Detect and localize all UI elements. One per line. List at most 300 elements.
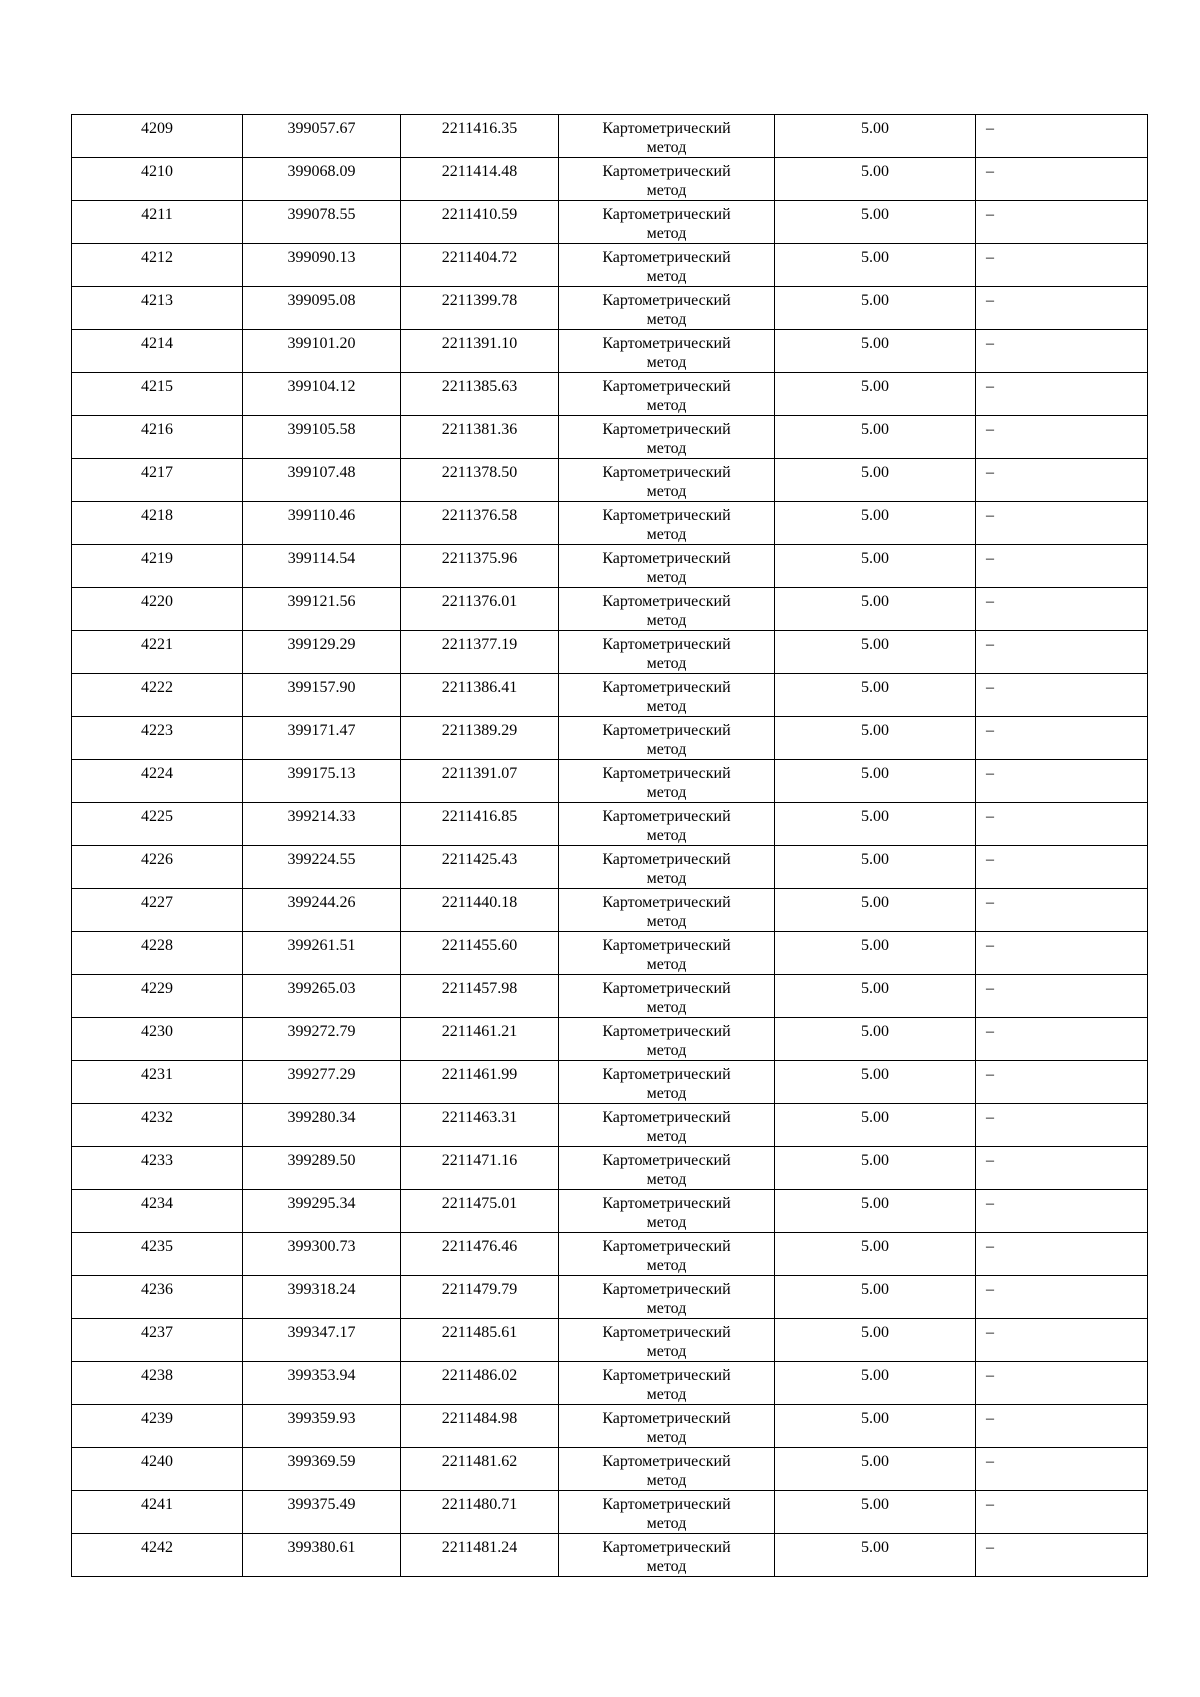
method-cell — [559, 1362, 775, 1405]
method-cell — [559, 373, 775, 416]
accuracy-cell: 5.00 — [775, 760, 976, 803]
x-coordinate-cell: 399353.94 — [243, 1362, 401, 1405]
method-line-2: метод — [646, 1214, 687, 1231]
y-coordinate-cell: 2211391.07 — [401, 760, 559, 803]
note-cell: – — [976, 1061, 1148, 1104]
point-number-cell: 4239 — [72, 1405, 243, 1448]
method-line-1: Картометрический — [602, 550, 731, 567]
method-line-2: метод — [646, 956, 687, 973]
table-row — [72, 803, 1148, 846]
accuracy-cell: 5.00 — [775, 115, 976, 158]
accuracy-cell: 5.00 — [775, 975, 976, 1018]
point-number-cell: 4214 — [72, 330, 243, 373]
x-coordinate-cell: 399265.03 — [243, 975, 401, 1018]
table-row — [72, 1534, 1148, 1577]
note-cell: – — [976, 717, 1148, 760]
method-cell — [559, 674, 775, 717]
note-cell: – — [976, 201, 1148, 244]
method-line-2: метод — [646, 1472, 687, 1489]
method-line-1: Картометрический — [602, 292, 731, 309]
x-coordinate-cell: 399171.47 — [243, 717, 401, 760]
table-row — [72, 201, 1148, 244]
method-line-2: метод — [646, 999, 687, 1016]
y-coordinate-cell: 2211389.29 — [401, 717, 559, 760]
method-line-2: метод — [646, 913, 687, 930]
note-cell: – — [976, 674, 1148, 717]
method-line-2: метод — [646, 268, 687, 285]
y-coordinate-cell: 2211485.61 — [401, 1319, 559, 1362]
table-row — [72, 330, 1148, 373]
x-coordinate-cell: 399090.13 — [243, 244, 401, 287]
y-coordinate-cell: 2211414.48 — [401, 158, 559, 201]
method-line-2: метод — [646, 311, 687, 328]
accuracy-cell: 5.00 — [775, 244, 976, 287]
accuracy-cell: 5.00 — [775, 1405, 976, 1448]
note-cell: – — [976, 1448, 1148, 1491]
y-coordinate-cell: 2211381.36 — [401, 416, 559, 459]
method-line-1: Картометрический — [602, 378, 731, 395]
x-coordinate-cell: 399157.90 — [243, 674, 401, 717]
point-number-cell: 4218 — [72, 502, 243, 545]
method-cell — [559, 201, 775, 244]
accuracy-cell: 5.00 — [775, 674, 976, 717]
y-coordinate-cell: 2211386.41 — [401, 674, 559, 717]
point-number-cell: 4240 — [72, 1448, 243, 1491]
point-number-cell: 4220 — [72, 588, 243, 631]
table-row — [72, 932, 1148, 975]
table-row — [72, 1061, 1148, 1104]
x-coordinate-cell: 399101.20 — [243, 330, 401, 373]
method-line-1: Картометрический — [602, 1195, 731, 1212]
table-row — [72, 674, 1148, 717]
method-line-2: метод — [646, 225, 687, 242]
accuracy-cell: 5.00 — [775, 459, 976, 502]
method-line-2: метод — [646, 1042, 687, 1059]
note-cell: – — [976, 975, 1148, 1018]
table-row — [72, 158, 1148, 201]
x-coordinate-cell: 399068.09 — [243, 158, 401, 201]
note-cell: – — [976, 760, 1148, 803]
table-row — [72, 1018, 1148, 1061]
x-coordinate-cell: 399318.24 — [243, 1276, 401, 1319]
note-cell: – — [976, 588, 1148, 631]
method-cell — [559, 416, 775, 459]
table-row — [72, 631, 1148, 674]
table-row — [72, 1147, 1148, 1190]
y-coordinate-cell: 2211440.18 — [401, 889, 559, 932]
x-coordinate-cell: 399095.08 — [243, 287, 401, 330]
table-row — [72, 846, 1148, 889]
x-coordinate-cell: 399289.50 — [243, 1147, 401, 1190]
note-cell: – — [976, 158, 1148, 201]
table-row — [72, 975, 1148, 1018]
method-line-1: Картометрический — [602, 808, 731, 825]
method-cell — [559, 330, 775, 373]
y-coordinate-cell: 2211461.99 — [401, 1061, 559, 1104]
method-cell — [559, 1233, 775, 1276]
method-line-2: метод — [646, 483, 687, 500]
method-cell — [559, 1147, 775, 1190]
point-number-cell: 4231 — [72, 1061, 243, 1104]
method-cell — [559, 1018, 775, 1061]
note-cell: – — [976, 631, 1148, 674]
method-line-2: метод — [646, 354, 687, 371]
note-cell: – — [976, 373, 1148, 416]
method-line-1: Картометрический — [602, 937, 731, 954]
method-line-1: Картометрический — [602, 636, 731, 653]
coordinates-table-body — [72, 115, 1148, 1577]
note-cell: – — [976, 287, 1148, 330]
method-cell — [559, 588, 775, 631]
y-coordinate-cell: 2211376.01 — [401, 588, 559, 631]
y-coordinate-cell: 2211378.50 — [401, 459, 559, 502]
note-cell: – — [976, 1147, 1148, 1190]
table-row — [72, 1276, 1148, 1319]
x-coordinate-cell: 399380.61 — [243, 1534, 401, 1577]
x-coordinate-cell: 399110.46 — [243, 502, 401, 545]
point-number-cell: 4225 — [72, 803, 243, 846]
note-cell: – — [976, 1018, 1148, 1061]
y-coordinate-cell: 2211463.31 — [401, 1104, 559, 1147]
method-line-2: метод — [646, 1429, 687, 1446]
x-coordinate-cell: 399277.29 — [243, 1061, 401, 1104]
note-cell: – — [976, 932, 1148, 975]
point-number-cell: 4241 — [72, 1491, 243, 1534]
table-row — [72, 1448, 1148, 1491]
accuracy-cell: 5.00 — [775, 846, 976, 889]
y-coordinate-cell: 2211404.72 — [401, 244, 559, 287]
table-row — [72, 889, 1148, 932]
accuracy-cell: 5.00 — [775, 588, 976, 631]
method-cell — [559, 760, 775, 803]
method-line-2: метод — [646, 1085, 687, 1102]
y-coordinate-cell: 2211376.58 — [401, 502, 559, 545]
method-line-1: Картометрический — [602, 722, 731, 739]
table-row — [72, 416, 1148, 459]
table-row — [72, 115, 1148, 158]
note-cell: – — [976, 1534, 1148, 1577]
point-number-cell: 4229 — [72, 975, 243, 1018]
method-line-1: Картометрический — [602, 851, 731, 868]
method-line-2: метод — [646, 569, 687, 586]
x-coordinate-cell: 399078.55 — [243, 201, 401, 244]
table-row — [72, 244, 1148, 287]
point-number-cell: 4242 — [72, 1534, 243, 1577]
table-row — [72, 1405, 1148, 1448]
table-row — [72, 588, 1148, 631]
note-cell: – — [976, 1276, 1148, 1319]
x-coordinate-cell: 399224.55 — [243, 846, 401, 889]
note-cell: – — [976, 330, 1148, 373]
note-cell: – — [976, 1405, 1148, 1448]
note-cell: – — [976, 115, 1148, 158]
method-line-1: Картометрический — [602, 765, 731, 782]
note-cell: – — [976, 1233, 1148, 1276]
accuracy-cell: 5.00 — [775, 1147, 976, 1190]
accuracy-cell: 5.00 — [775, 373, 976, 416]
method-line-2: метод — [646, 655, 687, 672]
x-coordinate-cell: 399280.34 — [243, 1104, 401, 1147]
accuracy-cell: 5.00 — [775, 1276, 976, 1319]
y-coordinate-cell: 2211461.21 — [401, 1018, 559, 1061]
method-cell — [559, 717, 775, 760]
method-line-1: Картометрический — [602, 1496, 731, 1513]
accuracy-cell: 5.00 — [775, 1104, 976, 1147]
method-line-2: метод — [646, 827, 687, 844]
y-coordinate-cell: 2211475.01 — [401, 1190, 559, 1233]
x-coordinate-cell: 399375.49 — [243, 1491, 401, 1534]
accuracy-cell: 5.00 — [775, 631, 976, 674]
table-row — [72, 1233, 1148, 1276]
y-coordinate-cell: 2211484.98 — [401, 1405, 559, 1448]
note-cell: – — [976, 1362, 1148, 1405]
note-cell: – — [976, 244, 1148, 287]
table-row — [72, 287, 1148, 330]
note-cell: – — [976, 502, 1148, 545]
accuracy-cell: 5.00 — [775, 158, 976, 201]
x-coordinate-cell: 399114.54 — [243, 545, 401, 588]
note-cell: – — [976, 803, 1148, 846]
method-line-1: Картометрический — [602, 1367, 731, 1384]
method-cell — [559, 115, 775, 158]
method-line-2: метод — [646, 182, 687, 199]
method-cell — [559, 1104, 775, 1147]
point-number-cell: 4226 — [72, 846, 243, 889]
accuracy-cell: 5.00 — [775, 889, 976, 932]
accuracy-cell: 5.00 — [775, 416, 976, 459]
method-line-1: Картометрический — [602, 1281, 731, 1298]
method-line-1: Картометрический — [602, 464, 731, 481]
accuracy-cell: 5.00 — [775, 1018, 976, 1061]
table-row — [72, 459, 1148, 502]
method-line-1: Картометрический — [602, 894, 731, 911]
x-coordinate-cell: 399121.56 — [243, 588, 401, 631]
y-coordinate-cell: 2211391.10 — [401, 330, 559, 373]
method-cell — [559, 287, 775, 330]
method-cell — [559, 158, 775, 201]
y-coordinate-cell: 2211480.71 — [401, 1491, 559, 1534]
note-cell: – — [976, 1190, 1148, 1233]
table-row — [72, 373, 1148, 416]
method-cell — [559, 502, 775, 545]
method-cell — [559, 889, 775, 932]
y-coordinate-cell: 2211377.19 — [401, 631, 559, 674]
method-line-1: Картометрический — [602, 1066, 731, 1083]
table-row — [72, 1104, 1148, 1147]
accuracy-cell: 5.00 — [775, 1448, 976, 1491]
method-line-2: метод — [646, 1515, 687, 1532]
method-line-2: метод — [646, 1128, 687, 1145]
method-cell — [559, 803, 775, 846]
point-number-cell: 4234 — [72, 1190, 243, 1233]
method-line-1: Картометрический — [602, 335, 731, 352]
point-number-cell: 4237 — [72, 1319, 243, 1362]
table-row — [72, 1491, 1148, 1534]
point-number-cell: 4232 — [72, 1104, 243, 1147]
x-coordinate-cell: 399272.79 — [243, 1018, 401, 1061]
x-coordinate-cell: 399359.93 — [243, 1405, 401, 1448]
method-cell — [559, 932, 775, 975]
method-line-1: Картометрический — [602, 163, 731, 180]
y-coordinate-cell: 2211481.62 — [401, 1448, 559, 1491]
accuracy-cell: 5.00 — [775, 1534, 976, 1577]
accuracy-cell: 5.00 — [775, 1190, 976, 1233]
method-line-1: Картометрический — [602, 1410, 731, 1427]
y-coordinate-cell: 2211385.63 — [401, 373, 559, 416]
y-coordinate-cell: 2211399.78 — [401, 287, 559, 330]
method-line-1: Картометрический — [602, 421, 731, 438]
point-number-cell: 4236 — [72, 1276, 243, 1319]
method-cell — [559, 975, 775, 1018]
point-number-cell: 4235 — [72, 1233, 243, 1276]
point-number-cell: 4210 — [72, 158, 243, 201]
note-cell: – — [976, 545, 1148, 588]
method-line-2: метод — [646, 612, 687, 629]
x-coordinate-cell: 399300.73 — [243, 1233, 401, 1276]
x-coordinate-cell: 399261.51 — [243, 932, 401, 975]
accuracy-cell: 5.00 — [775, 932, 976, 975]
coordinates-table — [71, 114, 1148, 1577]
point-number-cell: 4217 — [72, 459, 243, 502]
accuracy-cell: 5.00 — [775, 1233, 976, 1276]
method-line-1: Картометрический — [602, 206, 731, 223]
x-coordinate-cell: 399295.34 — [243, 1190, 401, 1233]
method-line-1: Картометрический — [602, 1539, 731, 1556]
x-coordinate-cell: 399104.12 — [243, 373, 401, 416]
y-coordinate-cell: 2211457.98 — [401, 975, 559, 1018]
table-row — [72, 545, 1148, 588]
method-cell — [559, 1491, 775, 1534]
method-cell — [559, 1319, 775, 1362]
method-line-2: метод — [646, 139, 687, 156]
method-line-2: метод — [646, 397, 687, 414]
note-cell: – — [976, 1104, 1148, 1147]
y-coordinate-cell: 2211481.24 — [401, 1534, 559, 1577]
method-cell — [559, 1405, 775, 1448]
point-number-cell: 4223 — [72, 717, 243, 760]
note-cell: – — [976, 1319, 1148, 1362]
method-cell — [559, 244, 775, 287]
x-coordinate-cell: 399214.33 — [243, 803, 401, 846]
accuracy-cell: 5.00 — [775, 201, 976, 244]
table-row — [72, 1362, 1148, 1405]
accuracy-cell: 5.00 — [775, 287, 976, 330]
y-coordinate-cell: 2211455.60 — [401, 932, 559, 975]
method-line-2: метод — [646, 741, 687, 758]
method-cell — [559, 1061, 775, 1104]
note-cell: – — [976, 416, 1148, 459]
accuracy-cell: 5.00 — [775, 1319, 976, 1362]
method-line-1: Картометрический — [602, 120, 731, 137]
point-number-cell: 4212 — [72, 244, 243, 287]
method-line-2: метод — [646, 1300, 687, 1317]
method-line-1: Картометрический — [602, 980, 731, 997]
method-line-1: Картометрический — [602, 1023, 731, 1040]
y-coordinate-cell: 2211416.35 — [401, 115, 559, 158]
method-cell — [559, 545, 775, 588]
y-coordinate-cell: 2211410.59 — [401, 201, 559, 244]
method-line-2: метод — [646, 1558, 687, 1575]
method-line-1: Картометрический — [602, 1238, 731, 1255]
accuracy-cell: 5.00 — [775, 1061, 976, 1104]
table-row — [72, 1319, 1148, 1362]
method-cell — [559, 1534, 775, 1577]
point-number-cell: 4216 — [72, 416, 243, 459]
note-cell: – — [976, 846, 1148, 889]
point-number-cell: 4238 — [72, 1362, 243, 1405]
x-coordinate-cell: 399129.29 — [243, 631, 401, 674]
point-number-cell: 4209 — [72, 115, 243, 158]
x-coordinate-cell: 399107.48 — [243, 459, 401, 502]
accuracy-cell: 5.00 — [775, 1362, 976, 1405]
method-line-1: Картометрический — [602, 1152, 731, 1169]
method-cell — [559, 459, 775, 502]
point-number-cell: 4215 — [72, 373, 243, 416]
method-line-1: Картометрический — [602, 1109, 731, 1126]
accuracy-cell: 5.00 — [775, 330, 976, 373]
method-line-2: метод — [646, 870, 687, 887]
method-line-2: метод — [646, 1386, 687, 1403]
method-line-1: Картометрический — [602, 593, 731, 610]
table-row — [72, 1190, 1148, 1233]
method-line-2: метод — [646, 1257, 687, 1274]
point-number-cell: 4227 — [72, 889, 243, 932]
method-cell — [559, 631, 775, 674]
x-coordinate-cell: 399057.67 — [243, 115, 401, 158]
method-line-1: Картометрический — [602, 249, 731, 266]
point-number-cell: 4222 — [72, 674, 243, 717]
accuracy-cell: 5.00 — [775, 545, 976, 588]
x-coordinate-cell: 399347.17 — [243, 1319, 401, 1362]
point-number-cell: 4213 — [72, 287, 243, 330]
point-number-cell: 4219 — [72, 545, 243, 588]
accuracy-cell: 5.00 — [775, 1491, 976, 1534]
method-cell — [559, 1448, 775, 1491]
y-coordinate-cell: 2211375.96 — [401, 545, 559, 588]
accuracy-cell: 5.00 — [775, 803, 976, 846]
y-coordinate-cell: 2211476.46 — [401, 1233, 559, 1276]
method-line-2: метод — [646, 784, 687, 801]
note-cell: – — [976, 459, 1148, 502]
y-coordinate-cell: 2211486.02 — [401, 1362, 559, 1405]
table-row — [72, 760, 1148, 803]
note-cell: – — [976, 889, 1148, 932]
method-line-2: метод — [646, 1343, 687, 1360]
method-cell — [559, 1276, 775, 1319]
method-cell — [559, 846, 775, 889]
y-coordinate-cell: 2211471.16 — [401, 1147, 559, 1190]
method-line-2: метод — [646, 526, 687, 543]
x-coordinate-cell: 399105.58 — [243, 416, 401, 459]
method-line-1: Картометрический — [602, 679, 731, 696]
point-number-cell: 4211 — [72, 201, 243, 244]
method-line-2: метод — [646, 1171, 687, 1188]
point-number-cell: 4230 — [72, 1018, 243, 1061]
x-coordinate-cell: 399175.13 — [243, 760, 401, 803]
note-cell: – — [976, 1491, 1148, 1534]
x-coordinate-cell: 399244.26 — [243, 889, 401, 932]
method-line-1: Картометрический — [602, 507, 731, 524]
y-coordinate-cell: 2211425.43 — [401, 846, 559, 889]
y-coordinate-cell: 2211416.85 — [401, 803, 559, 846]
table-row — [72, 502, 1148, 545]
method-line-2: метод — [646, 698, 687, 715]
y-coordinate-cell: 2211479.79 — [401, 1276, 559, 1319]
table-row — [72, 717, 1148, 760]
method-line-1: Картометрический — [602, 1453, 731, 1470]
method-cell — [559, 1190, 775, 1233]
point-number-cell: 4228 — [72, 932, 243, 975]
